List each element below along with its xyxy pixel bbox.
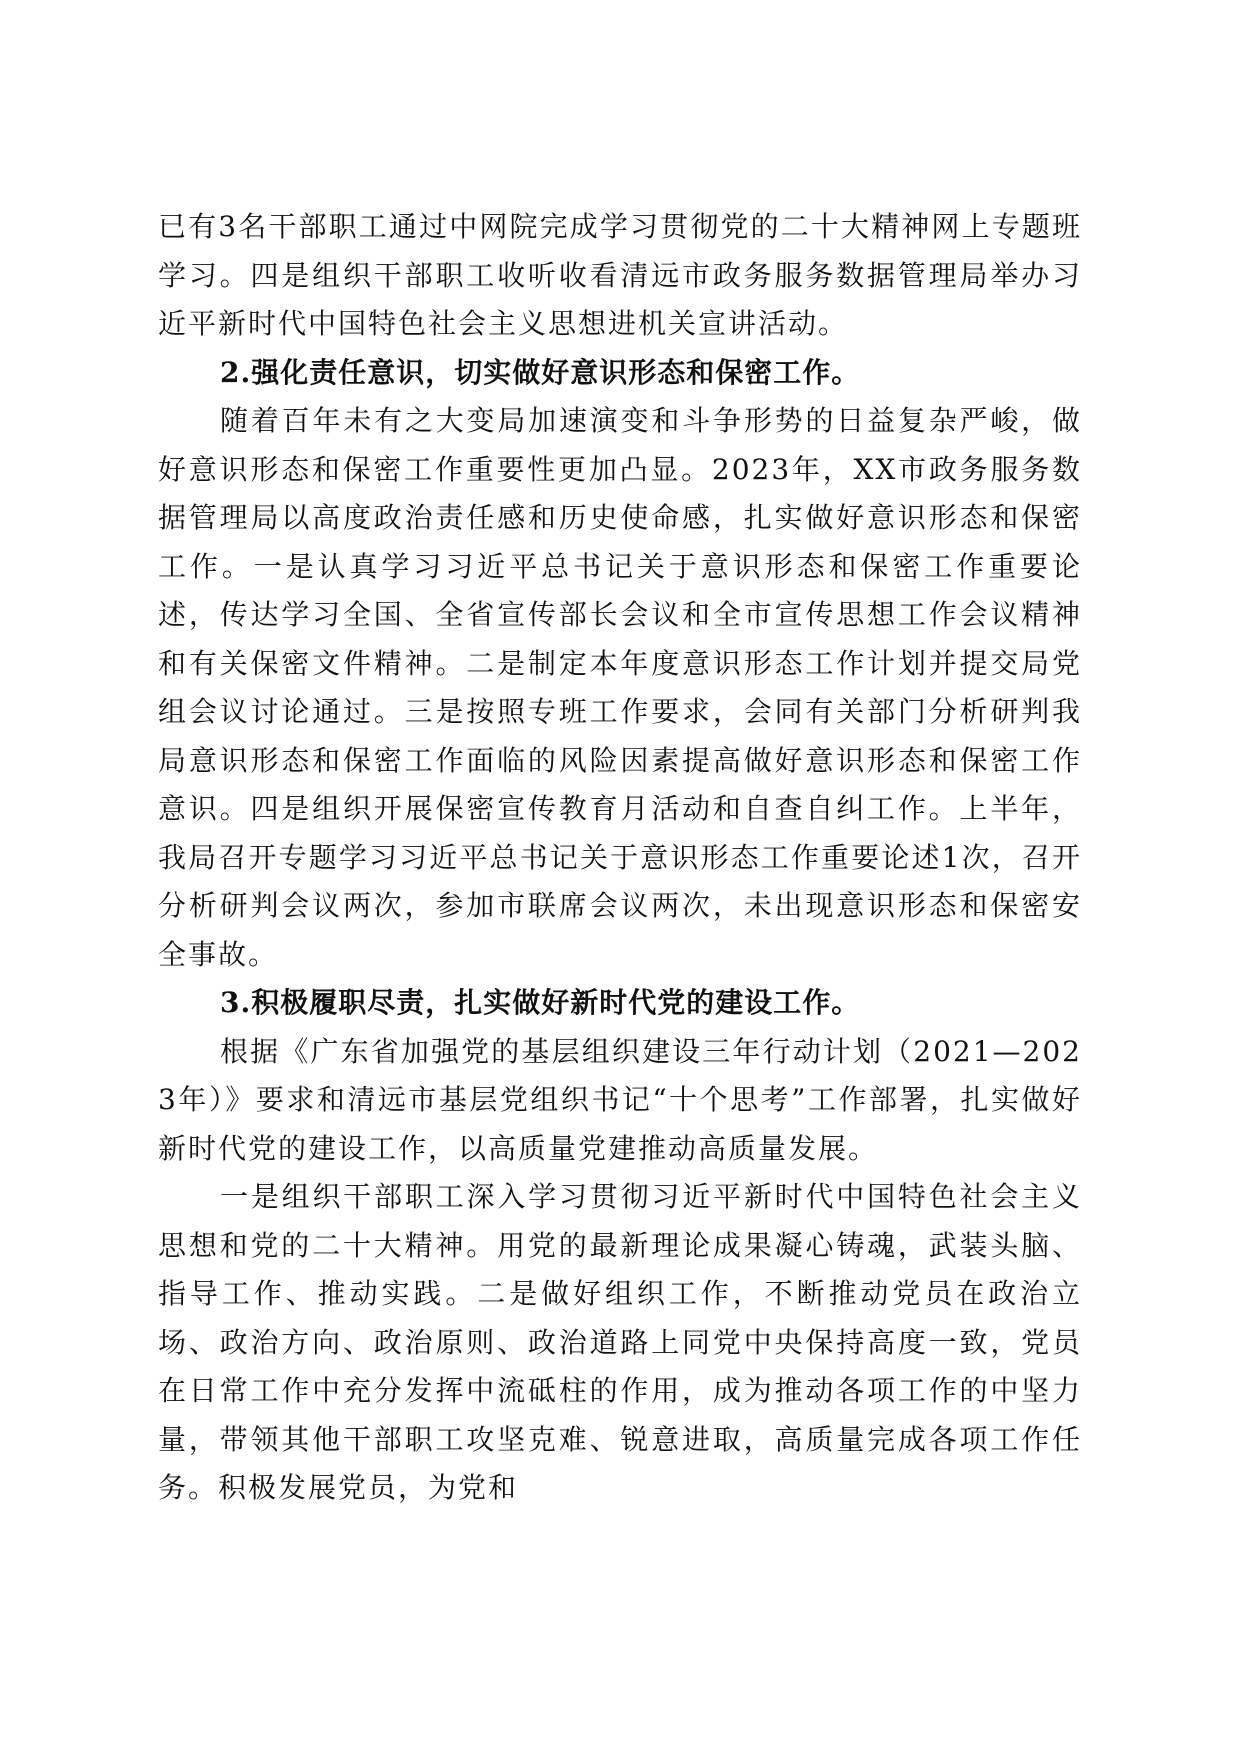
paragraph-ideology-security: 随着百年未有之大变局加速演变和斗争形势的日益复杂严峻，做好意识形态和保密工作重要性更加凸显。2023年，XX市政务服务数据管理局以高度政治责任感和历史使命感，扎实做好意识形态和保密工作。一是认真学习习近平总书记关于意识形态和保密工作重要论述，传达学习全国、全省宣传部长会议和全市宣传思想工作会议精神和有关保密文件精神。二是制定本年度意识形态工作计划并提交局党组会议讨论通过。三是按照专班工作要求，会同有关部门分析研判我局意识形态和保密工作面临的风险因素提高做好意识形态和保密工作意识。四是组织开展保密宣传教育月活动和自查自纠工作。上半年，我局召开专题学习习近平总书记关于意识形态工作重要论述1次，召开分析研判会议两次，参加市联席会议两次，未出现意识形态和保密安全事故。	[158, 404, 1082, 971]
paragraph-party-building-measures: 一是组织干部职工深入学习贯彻习近平新时代中国特色社会主义思想和党的二十大精神。用党的最新理论成果凝心铸魂，武装头脑、指导工作、推动实践。二是做好组织工作，不断推动党员在政治立场、政治方向、政治原则、政治道路上同党中央保持高度一致，党员在日常工作中充分发挥中流砥柱的作用，成为推动各项工作的中坚力量，带领其他干部职工攻坚克难、锐意进取，高质量完成各项工作任务。积极发展党员，为党和	[158, 1180, 1082, 1504]
section-heading-3: 3.积极履职尽责，扎实做好新时代党的建设工作。	[220, 986, 861, 1019]
section-heading-2: 2.强化责任意识，切实做好意识形态和保密工作。	[220, 355, 861, 389]
paragraph-party-building-plan: 根据《广东省加强党的基层组织建设三年行动计划（2021—2023年）》要求和清远市基层党组织书记“十个思考”工作部署，扎实做好新时代党的建设工作，以高质量党建推动高质量发展。	[158, 1034, 1082, 1165]
document-page	[158, 203, 1082, 1513]
paragraph-continued-study: 已有3名干部职工通过中网院完成学习贯彻党的二十大精神网上专题班学习。四是组织干部职工收听收看清远市政务服务数据管理局举办习近平新时代中国特色社会主义思想进机关宣讲活动。	[158, 210, 1082, 340]
